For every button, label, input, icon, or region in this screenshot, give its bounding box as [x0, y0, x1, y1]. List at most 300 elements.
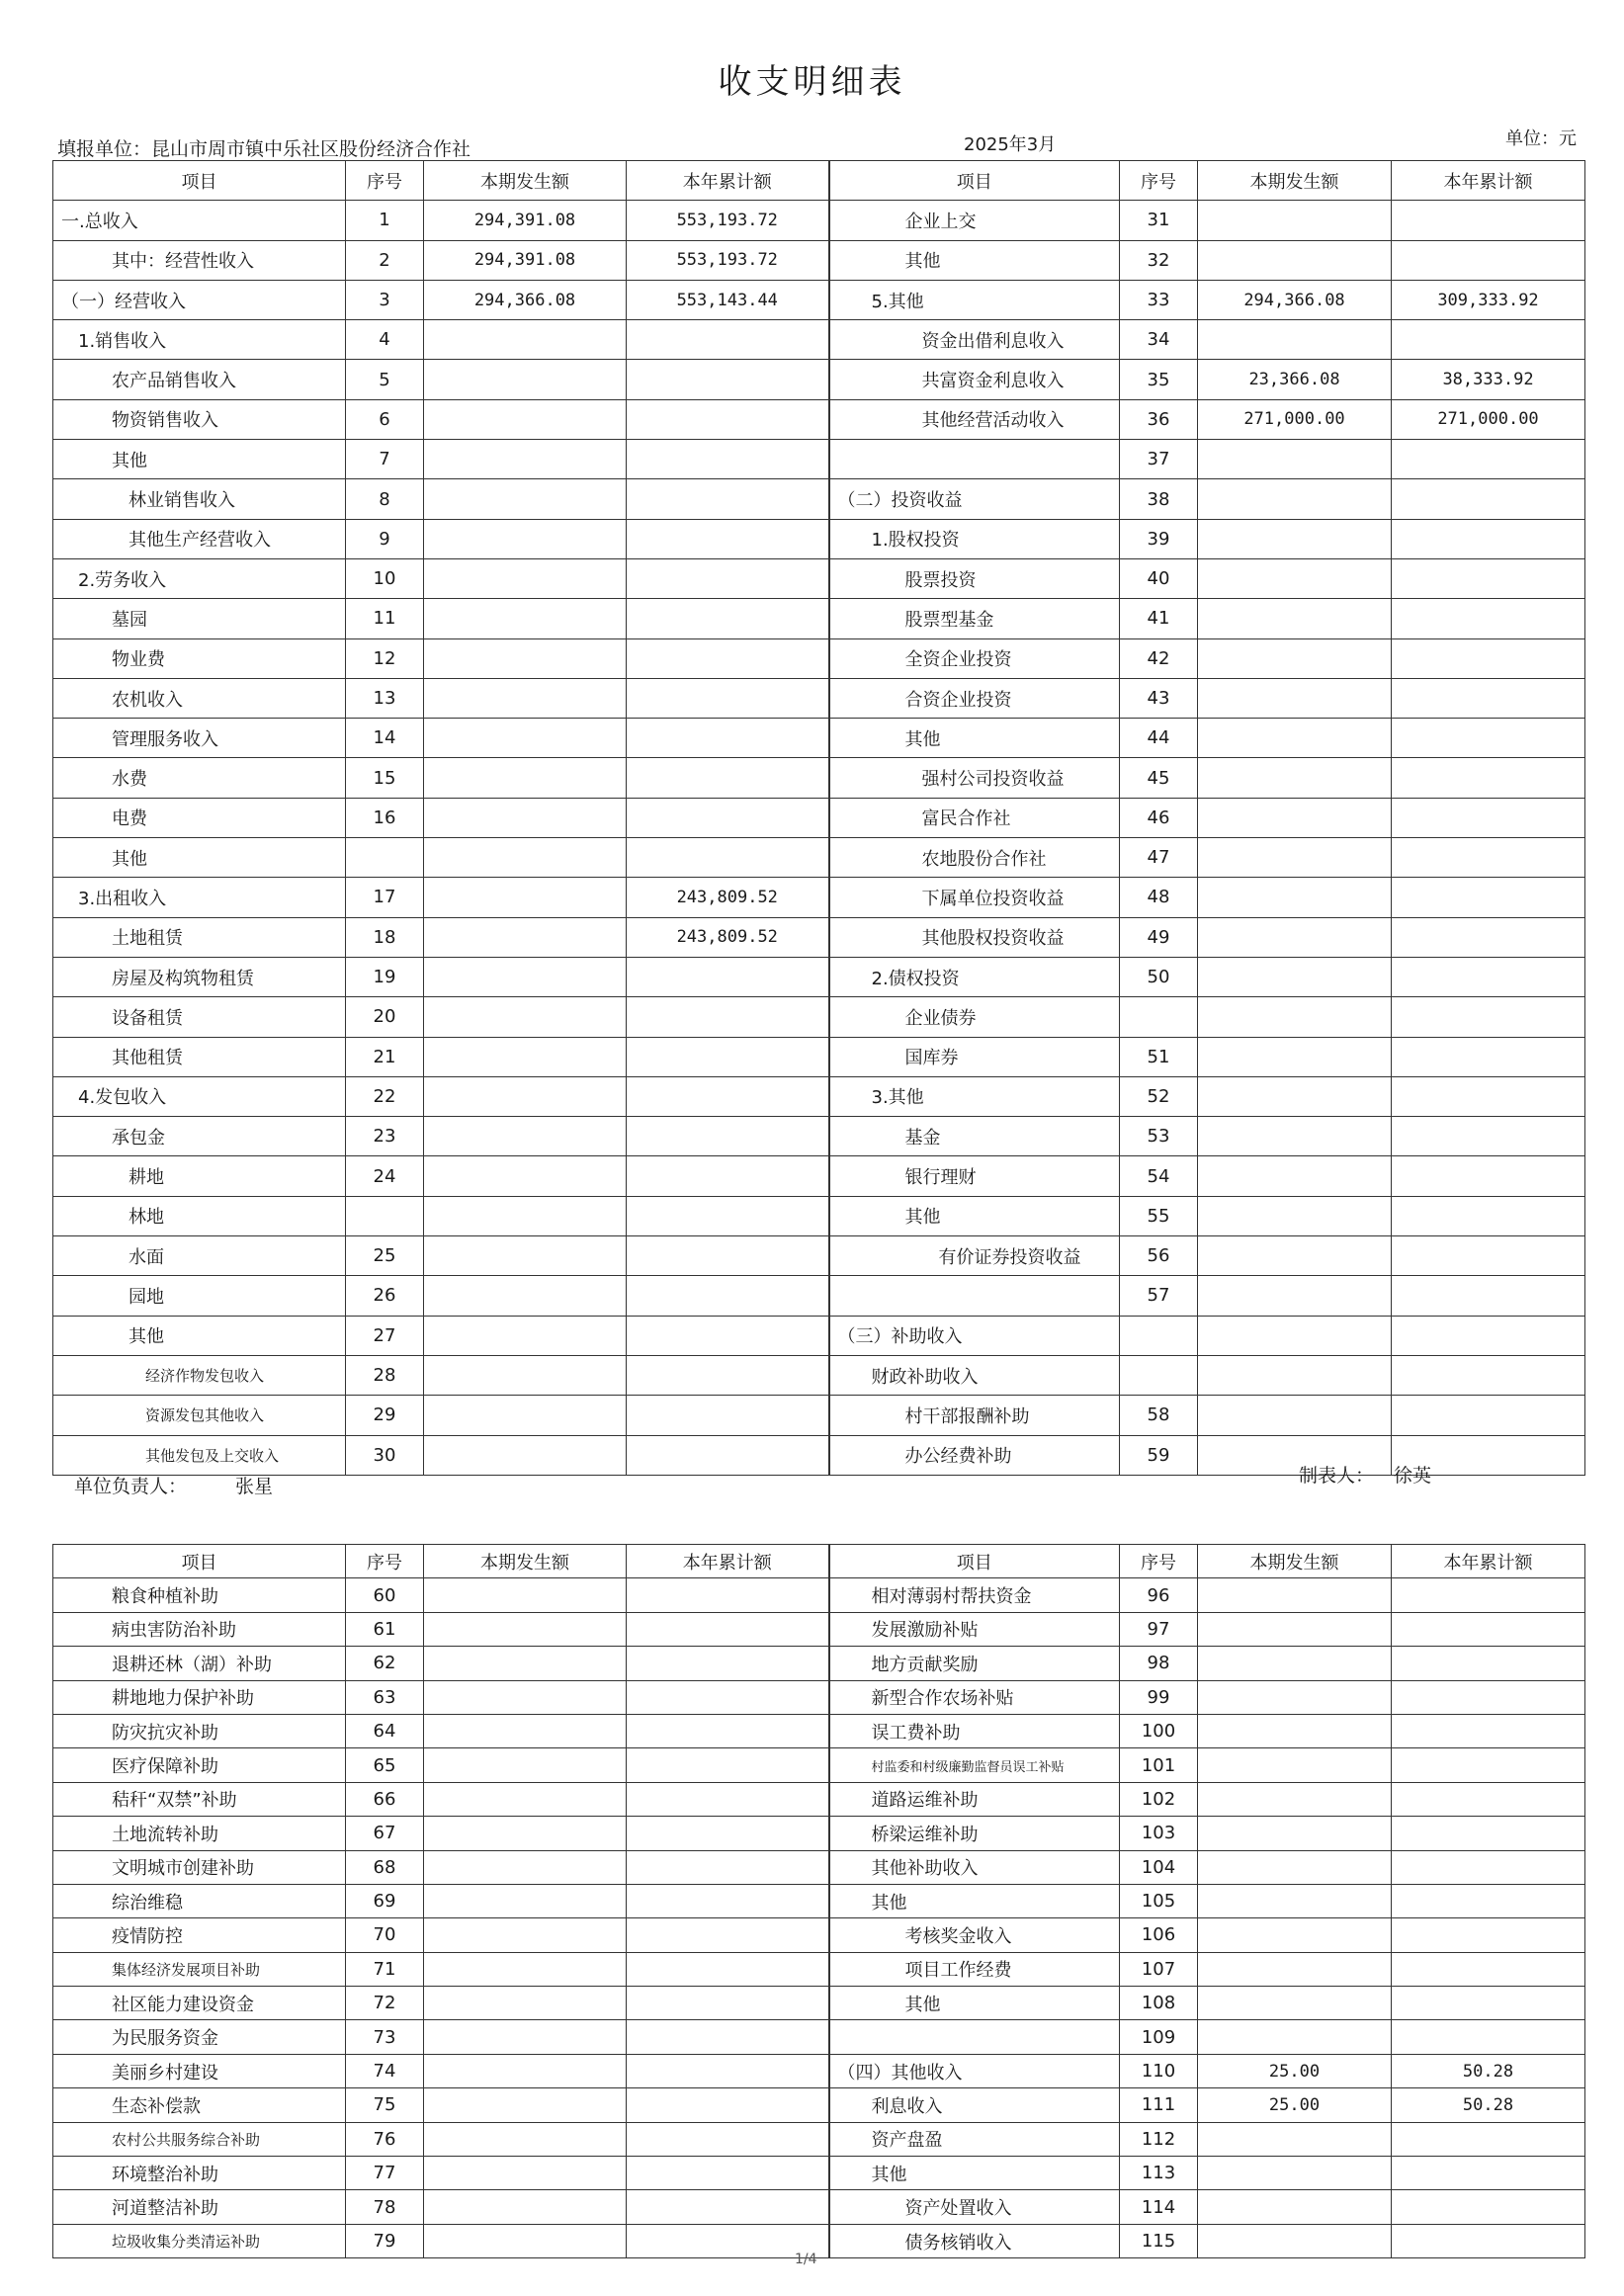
right-seq-cell: 113 — [1120, 2157, 1198, 2190]
left-seq-cell: 21 — [346, 1037, 424, 1076]
left-seq-cell: 69 — [346, 1884, 424, 1917]
right-item-cell: （四）其他收入 — [829, 2054, 1120, 2087]
table-row — [53, 997, 1585, 1037]
left-seq-cell: 61 — [346, 1612, 424, 1646]
left-ytd-cell — [627, 1276, 829, 1316]
right-item-cell: 强村公司投资收益 — [829, 758, 1120, 798]
left-ytd-cell — [627, 1782, 829, 1816]
left-ytd-cell — [627, 838, 829, 878]
left-current-cell — [424, 1196, 627, 1235]
right-item-cell: 村干部报酬补助 — [829, 1396, 1120, 1435]
left-seq-cell: 64 — [346, 1714, 424, 1747]
left-current-cell — [424, 878, 627, 917]
right-seq-cell: 35 — [1120, 360, 1198, 399]
right-item-cell: 共富资金利息收入 — [829, 360, 1120, 399]
left-current-cell — [424, 1748, 627, 1782]
right-seq-cell: 46 — [1120, 798, 1198, 837]
right-current-cell — [1198, 1987, 1392, 2020]
left-seq-cell: 17 — [346, 878, 424, 917]
left-item-cell: 农机收入 — [53, 678, 346, 718]
right-seq-cell: 59 — [1120, 1435, 1198, 1475]
left-ytd-cell — [627, 1435, 829, 1475]
left-ytd-cell — [627, 479, 829, 519]
left-current-cell — [424, 1714, 627, 1747]
right-item-cell: 村监委和村级廉勤监督员误工补贴 — [829, 1748, 1120, 1782]
left-item-cell: 土地租赁 — [53, 917, 346, 957]
left-current-cell — [424, 917, 627, 957]
right-item-cell — [829, 440, 1120, 479]
left-seq-cell: 75 — [346, 2088, 424, 2122]
left-ytd-cell — [627, 758, 829, 798]
right-item-cell: 道路运维补助 — [829, 1782, 1120, 1816]
left-seq-cell: 78 — [346, 2190, 424, 2224]
left-current-cell — [424, 957, 627, 996]
reporting-unit: 填报单位：昆山市周市镇中乐社区股份经济合作社 — [57, 138, 471, 160]
right-current-cell — [1198, 1076, 1392, 1116]
right-ytd-cell — [1392, 1156, 1585, 1196]
left-seq-cell: 7 — [346, 440, 424, 479]
left-item-cell: 2.劳务收入 — [53, 558, 346, 598]
right-ytd-cell — [1392, 558, 1585, 598]
left-item-cell: 房屋及构筑物租赁 — [53, 957, 346, 996]
left-ytd-cell — [627, 519, 829, 558]
left-seq-cell: 1 — [346, 201, 424, 240]
right-item-cell: 误工费补助 — [829, 1714, 1120, 1747]
left-item-cell: 电费 — [53, 798, 346, 837]
left-seq-cell: 25 — [346, 1236, 424, 1276]
right-item-cell: 农地股份合作社 — [829, 838, 1120, 878]
left-seq-cell: 73 — [346, 2020, 424, 2054]
left-item-cell: 美丽乡村建设 — [53, 2054, 346, 2087]
left-item-cell: 耕地 — [53, 1156, 346, 1196]
right-ytd-cell — [1392, 519, 1585, 558]
left-item-cell: 退耕还林（湖）补助 — [53, 1647, 346, 1680]
right-seq-cell — [1120, 1316, 1198, 1355]
left-item-cell: 其中：经营性收入 — [53, 240, 346, 280]
table-row — [53, 1355, 1585, 1395]
right-ytd-cell — [1392, 479, 1585, 519]
left-ytd-cell — [627, 1714, 829, 1747]
right-current-cell — [1198, 719, 1392, 758]
left-ytd-cell — [627, 320, 829, 360]
left-ytd-cell — [627, 1196, 829, 1235]
col-header-seq: 序号 — [346, 161, 424, 201]
right-ytd-cell — [1392, 798, 1585, 837]
right-item-cell: 合资企业投资 — [829, 678, 1120, 718]
right-current-cell — [1198, 519, 1392, 558]
left-item-cell: 设备租赁 — [53, 997, 346, 1037]
col-header-current: 本期发生额 — [1198, 161, 1392, 201]
right-item-cell: 其他 — [829, 240, 1120, 280]
right-current-cell — [1198, 240, 1392, 280]
left-ytd-cell — [627, 1748, 829, 1782]
right-ytd-cell — [1392, 1748, 1585, 1782]
right-seq-cell: 56 — [1120, 1236, 1198, 1276]
right-item-cell: 债务核销收入 — [829, 2224, 1120, 2257]
left-seq-cell: 5 — [346, 360, 424, 399]
right-seq-cell: 108 — [1120, 1987, 1198, 2020]
col-header-seq: 序号 — [1120, 1545, 1198, 1578]
table-row — [53, 2224, 1585, 2257]
left-ytd-cell — [627, 1156, 829, 1196]
right-item-cell: 地方贡献奖励 — [829, 1647, 1120, 1680]
right-ytd-cell — [1392, 2122, 1585, 2156]
right-seq-cell: 106 — [1120, 1918, 1198, 1952]
left-ytd-cell: 243,809.52 — [627, 878, 829, 917]
left-ytd-cell — [627, 1884, 829, 1917]
right-item-cell: 项目工作经费 — [829, 1952, 1120, 1986]
table-row — [53, 957, 1585, 996]
left-item-cell: 垃圾收集分类清运补助 — [53, 2224, 346, 2257]
right-ytd-cell — [1392, 201, 1585, 240]
left-seq-cell: 65 — [346, 1748, 424, 1782]
left-current-cell — [424, 519, 627, 558]
left-item-cell: 其他发包及上交收入 — [53, 1435, 346, 1475]
right-item-cell: 2.债权投资 — [829, 957, 1120, 996]
right-item-cell: 1.股权投资 — [829, 519, 1120, 558]
left-current-cell — [424, 320, 627, 360]
unit-head-label: 单位负责人： — [74, 1476, 188, 1497]
left-current-cell — [424, 1918, 627, 1952]
right-current-cell: 25.00 — [1198, 2088, 1392, 2122]
right-ytd-cell — [1392, 1578, 1585, 1612]
table-row — [53, 558, 1585, 598]
right-current-cell — [1198, 1396, 1392, 1435]
left-current-cell — [424, 1647, 627, 1680]
right-ytd-cell — [1392, 957, 1585, 996]
right-item-cell: 新型合作农场补贴 — [829, 1680, 1120, 1714]
left-item-cell: 其他租赁 — [53, 1037, 346, 1076]
col-header-current: 本期发生额 — [424, 1545, 627, 1578]
left-current-cell — [424, 1782, 627, 1816]
left-ytd-cell — [627, 1076, 829, 1116]
right-current-cell — [1198, 997, 1392, 1037]
left-seq-cell: 26 — [346, 1276, 424, 1316]
right-ytd-cell — [1392, 1647, 1585, 1680]
table-row — [53, 599, 1585, 638]
left-seq-cell: 63 — [346, 1680, 424, 1714]
right-item-cell: 利息收入 — [829, 2088, 1120, 2122]
right-seq-cell: 107 — [1120, 1952, 1198, 1986]
right-seq-cell: 55 — [1120, 1196, 1198, 1235]
left-item-cell: 病虫害防治补助 — [53, 1612, 346, 1646]
col-header-item: 项目 — [829, 1545, 1120, 1578]
left-ytd-cell — [627, 1578, 829, 1612]
left-seq-cell: 67 — [346, 1817, 424, 1850]
left-current-cell — [424, 1156, 627, 1196]
left-ytd-cell — [627, 997, 829, 1037]
right-current-cell — [1198, 558, 1392, 598]
left-current-cell — [424, 997, 627, 1037]
left-current-cell — [424, 678, 627, 718]
left-ytd-cell — [627, 2122, 829, 2156]
right-seq-cell: 97 — [1120, 1612, 1198, 1646]
left-ytd-cell: 553,193.72 — [627, 201, 829, 240]
right-ytd-cell — [1392, 2190, 1585, 2224]
income-table-part1 — [52, 160, 1585, 1476]
right-current-cell — [1198, 2190, 1392, 2224]
right-current-cell — [1198, 957, 1392, 996]
right-ytd-cell — [1392, 1850, 1585, 1884]
left-item-cell: 经济作物发包收入 — [53, 1355, 346, 1395]
left-item-cell: 秸秆“双禁”补助 — [53, 1782, 346, 1816]
right-seq-cell: 110 — [1120, 2054, 1198, 2087]
right-current-cell — [1198, 1156, 1392, 1196]
left-current-cell — [424, 1850, 627, 1884]
left-current-cell — [424, 1817, 627, 1850]
left-item-cell: 水面 — [53, 1236, 346, 1276]
right-item-cell: 相对薄弱村帮扶资金 — [829, 1578, 1120, 1612]
right-seq-cell: 51 — [1120, 1037, 1198, 1076]
right-current-cell — [1198, 1782, 1392, 1816]
table-row — [53, 1396, 1585, 1435]
right-item-cell: 其他 — [829, 1196, 1120, 1235]
table-row — [53, 838, 1585, 878]
left-ytd-cell — [627, 638, 829, 678]
left-item-cell: 墓园 — [53, 599, 346, 638]
right-ytd-cell — [1392, 1196, 1585, 1235]
col-header-ytd: 本年累计额 — [627, 161, 829, 201]
right-ytd-cell — [1392, 2020, 1585, 2054]
right-current-cell — [1198, 1817, 1392, 1850]
table-row — [53, 2088, 1585, 2122]
left-current-cell — [424, 558, 627, 598]
left-ytd-cell — [627, 2020, 829, 2054]
left-item-cell: 园地 — [53, 1276, 346, 1316]
col-header-ytd: 本年累计额 — [1392, 1545, 1585, 1578]
table-row — [53, 1748, 1585, 1782]
left-item-cell: 其他 — [53, 838, 346, 878]
left-current-cell — [424, 2190, 627, 2224]
left-item-cell: 4.发包收入 — [53, 1076, 346, 1116]
right-seq-cell — [1120, 997, 1198, 1037]
right-item-cell: 5.其他 — [829, 280, 1120, 319]
page-title: 收支明细表 — [718, 62, 906, 102]
right-current-cell — [1198, 1578, 1392, 1612]
left-seq-cell: 27 — [346, 1316, 424, 1355]
table-row — [53, 1680, 1585, 1714]
left-item-cell: 3.出租收入 — [53, 878, 346, 917]
left-item-cell: 文明城市创建补助 — [53, 1850, 346, 1884]
left-item-cell: 1.销售收入 — [53, 320, 346, 360]
table-row — [53, 1987, 1585, 2020]
left-current-cell — [424, 1884, 627, 1917]
right-ytd-cell — [1392, 1076, 1585, 1116]
table-row — [53, 1578, 1585, 1612]
right-item-cell: 桥梁运维补助 — [829, 1817, 1120, 1850]
left-item-cell: 其他 — [53, 440, 346, 479]
left-current-cell — [424, 838, 627, 878]
right-ytd-cell — [1392, 1276, 1585, 1316]
report-date: 2025年3月 — [964, 134, 1057, 155]
left-seq-cell: 77 — [346, 2157, 424, 2190]
left-seq-cell — [346, 1196, 424, 1235]
left-item-cell: 社区能力建设资金 — [53, 1987, 346, 2020]
right-current-cell — [1198, 1196, 1392, 1235]
right-current-cell — [1198, 1714, 1392, 1747]
right-seq-cell: 42 — [1120, 638, 1198, 678]
right-item-cell: 其他 — [829, 1987, 1120, 2020]
left-current-cell — [424, 1037, 627, 1076]
right-item-cell: 有价证券投资收益 — [829, 1236, 1120, 1276]
table-row — [53, 719, 1585, 758]
right-current-cell: 23,366.08 — [1198, 360, 1392, 399]
left-current-cell — [424, 758, 627, 798]
right-current-cell — [1198, 638, 1392, 678]
left-ytd-cell — [627, 1117, 829, 1156]
left-current-cell: 294,366.08 — [424, 280, 627, 319]
right-ytd-cell — [1392, 1987, 1585, 2020]
right-ytd-cell — [1392, 1316, 1585, 1355]
right-ytd-cell — [1392, 719, 1585, 758]
right-ytd-cell — [1392, 2224, 1585, 2257]
left-seq-cell — [346, 838, 424, 878]
right-item-cell: 发展激励补贴 — [829, 1612, 1120, 1646]
left-item-cell: 防灾抗灾补助 — [53, 1714, 346, 1747]
left-current-cell — [424, 2054, 627, 2087]
left-item-cell: 其他生产经营收入 — [53, 519, 346, 558]
right-ytd-cell — [1392, 1782, 1585, 1816]
left-ytd-cell — [627, 2054, 829, 2087]
left-seq-cell: 74 — [346, 2054, 424, 2087]
right-seq-cell: 105 — [1120, 1884, 1198, 1917]
left-item-cell: 物业费 — [53, 638, 346, 678]
left-ytd-cell — [627, 558, 829, 598]
left-current-cell — [424, 440, 627, 479]
right-item-cell: 股票型基金 — [829, 599, 1120, 638]
right-current-cell — [1198, 1355, 1392, 1395]
table-row — [53, 1236, 1585, 1276]
table-row — [53, 1952, 1585, 1986]
left-current-cell — [424, 798, 627, 837]
table-row — [53, 2190, 1585, 2224]
left-current-cell — [424, 1987, 627, 2020]
right-ytd-cell — [1392, 440, 1585, 479]
right-seq-cell: 52 — [1120, 1076, 1198, 1116]
right-ytd-cell — [1392, 1396, 1585, 1435]
right-current-cell — [1198, 878, 1392, 917]
right-seq-cell: 43 — [1120, 678, 1198, 718]
right-current-cell — [1198, 2224, 1392, 2257]
left-item-cell: 物资销售收入 — [53, 399, 346, 439]
left-item-cell: 疫情防控 — [53, 1918, 346, 1952]
table-row — [53, 240, 1585, 280]
left-seq-cell: 76 — [346, 2122, 424, 2156]
table-row — [53, 798, 1585, 837]
right-seq-cell: 101 — [1120, 1748, 1198, 1782]
right-seq-cell: 41 — [1120, 599, 1198, 638]
right-item-cell: （二）投资收益 — [829, 479, 1120, 519]
left-seq-cell: 72 — [346, 1987, 424, 2020]
right-ytd-cell — [1392, 678, 1585, 718]
right-current-cell — [1198, 2122, 1392, 2156]
table-row — [53, 479, 1585, 519]
right-ytd-cell — [1392, 1714, 1585, 1747]
unit-head-name: 张星 — [235, 1476, 274, 1497]
right-seq-cell: 38 — [1120, 479, 1198, 519]
left-ytd-cell — [627, 719, 829, 758]
right-ytd-cell — [1392, 1680, 1585, 1714]
right-current-cell — [1198, 479, 1392, 519]
right-current-cell — [1198, 1276, 1392, 1316]
right-seq-cell: 33 — [1120, 280, 1198, 319]
right-current-cell — [1198, 1117, 1392, 1156]
left-seq-cell: 24 — [346, 1156, 424, 1196]
right-current-cell — [1198, 798, 1392, 837]
right-ytd-cell — [1392, 1884, 1585, 1917]
left-current-cell — [424, 1612, 627, 1646]
table-row — [53, 1850, 1585, 1884]
table-row — [53, 758, 1585, 798]
col-header-current: 本期发生额 — [424, 161, 627, 201]
left-current-cell — [424, 479, 627, 519]
right-current-cell: 294,366.08 — [1198, 280, 1392, 319]
right-current-cell — [1198, 1236, 1392, 1276]
left-item-cell: 耕地地力保护补助 — [53, 1680, 346, 1714]
table-row — [53, 280, 1585, 319]
left-seq-cell: 13 — [346, 678, 424, 718]
right-ytd-cell: 50.28 — [1392, 2088, 1585, 2122]
left-seq-cell: 9 — [346, 519, 424, 558]
right-item-cell — [829, 1276, 1120, 1316]
left-item-cell: 粮食种植补助 — [53, 1578, 346, 1612]
left-ytd-cell — [627, 360, 829, 399]
right-seq-cell: 37 — [1120, 440, 1198, 479]
right-current-cell: 25.00 — [1198, 2054, 1392, 2087]
left-ytd-cell: 553,193.72 — [627, 240, 829, 280]
left-seq-cell: 6 — [346, 399, 424, 439]
left-seq-cell: 10 — [346, 558, 424, 598]
table-row — [53, 519, 1585, 558]
right-seq-cell: 53 — [1120, 1117, 1198, 1156]
right-seq-cell: 32 — [1120, 240, 1198, 280]
table-row — [53, 878, 1585, 917]
left-item-cell: 综治维稳 — [53, 1884, 346, 1917]
left-seq-cell: 3 — [346, 280, 424, 319]
table-row — [53, 1196, 1585, 1235]
table-row — [53, 360, 1585, 399]
table-row — [53, 2122, 1585, 2156]
right-seq-cell: 99 — [1120, 1680, 1198, 1714]
right-seq-cell: 96 — [1120, 1578, 1198, 1612]
right-item-cell: 其他经营活动收入 — [829, 399, 1120, 439]
right-item-cell: （三）补助收入 — [829, 1316, 1120, 1355]
table-row — [53, 440, 1585, 479]
right-item-cell: 股票投资 — [829, 558, 1120, 598]
right-ytd-cell: 271,000.00 — [1392, 399, 1585, 439]
table-row — [53, 1037, 1585, 1076]
table-row — [53, 201, 1585, 240]
right-current-cell — [1198, 838, 1392, 878]
left-seq-cell: 71 — [346, 1952, 424, 1986]
right-ytd-cell: 38,333.92 — [1392, 360, 1585, 399]
right-seq-cell: 50 — [1120, 957, 1198, 996]
left-item-cell: 土地流转补助 — [53, 1817, 346, 1850]
left-current-cell — [424, 1076, 627, 1116]
left-ytd-cell — [627, 1355, 829, 1395]
left-seq-cell: 30 — [346, 1435, 424, 1475]
left-seq-cell: 16 — [346, 798, 424, 837]
table-row — [53, 1612, 1585, 1646]
table-row — [53, 1782, 1585, 1816]
left-seq-cell: 70 — [346, 1918, 424, 1952]
right-current-cell — [1198, 917, 1392, 957]
right-item-cell: 财政补助收入 — [829, 1355, 1120, 1395]
left-item-cell: 林地 — [53, 1196, 346, 1235]
left-current-cell — [424, 1117, 627, 1156]
right-current-cell — [1198, 1316, 1392, 1355]
left-ytd-cell — [627, 1396, 829, 1435]
